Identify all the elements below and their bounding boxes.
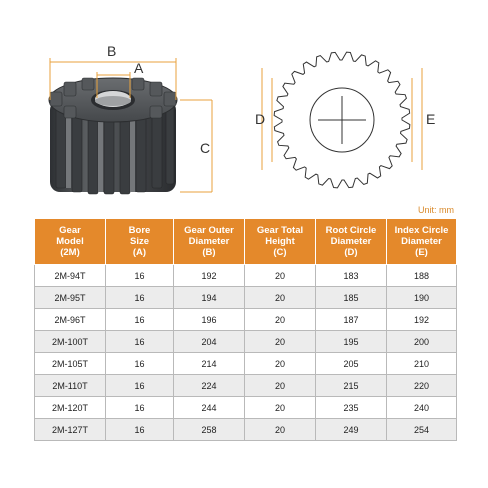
cell-height: 20 <box>245 419 316 441</box>
spec-table <box>34 218 457 441</box>
header-root-circle-diameter: Root Circle Diameter (D) <box>316 219 387 265</box>
cell-root: 249 <box>316 419 387 441</box>
table-row <box>35 287 457 309</box>
cell-model: 2M-96T <box>35 309 106 331</box>
cell-index: 220 <box>387 375 457 397</box>
header-bore-size: Bore Size (A) <box>106 219 174 265</box>
cell-index: 200 <box>387 331 457 353</box>
header-gear-outer-diameter: Gear Outer Diameter (B) <box>174 219 245 265</box>
table-row <box>35 397 457 419</box>
cell-outer: 224 <box>174 375 245 397</box>
cell-height: 20 <box>245 265 316 287</box>
cell-outer: 258 <box>174 419 245 441</box>
cell-bore: 16 <box>106 419 174 441</box>
table-row <box>35 331 457 353</box>
cell-root: 205 <box>316 353 387 375</box>
cell-height: 20 <box>245 353 316 375</box>
cell-height: 20 <box>245 375 316 397</box>
cell-index: 192 <box>387 309 457 331</box>
spec-table-header <box>35 219 457 265</box>
cell-model: 2M-110T <box>35 375 106 397</box>
gear-photo-icon <box>49 78 177 194</box>
cell-outer: 244 <box>174 397 245 419</box>
cell-root: 185 <box>316 287 387 309</box>
table-row <box>35 375 457 397</box>
gear-diagram-svg <box>0 0 488 212</box>
cell-index: 210 <box>387 353 457 375</box>
label-d: D <box>255 111 266 127</box>
cell-model: 2M-94T <box>35 265 106 287</box>
cell-model: 2M-95T <box>35 287 106 309</box>
table-row <box>35 265 457 287</box>
label-b: B <box>107 43 117 59</box>
cell-bore: 16 <box>106 375 174 397</box>
cell-bore: 16 <box>106 287 174 309</box>
table-row <box>35 309 457 331</box>
header-index-circle-diameter: Index Circle Diameter (E) <box>387 219 457 265</box>
cell-model: 2M-100T <box>35 331 106 353</box>
cell-bore: 16 <box>106 353 174 375</box>
cell-bore: 16 <box>106 309 174 331</box>
cell-root: 187 <box>316 309 387 331</box>
cell-outer: 214 <box>174 353 245 375</box>
cell-root: 195 <box>316 331 387 353</box>
cell-height: 20 <box>245 397 316 419</box>
cell-height: 20 <box>245 331 316 353</box>
label-a: A <box>134 60 144 76</box>
table-row <box>35 353 457 375</box>
gear-diagram-area <box>0 0 488 212</box>
cell-model: 2M-120T <box>35 397 106 419</box>
cell-height: 20 <box>245 287 316 309</box>
table-row <box>35 419 457 441</box>
cell-model: 2M-127T <box>35 419 106 441</box>
gear-schematic-icon <box>274 52 410 188</box>
cell-outer: 196 <box>174 309 245 331</box>
cell-bore: 16 <box>106 265 174 287</box>
cell-height: 20 <box>245 309 316 331</box>
header-gear-model: Gear Model (2M) <box>35 219 106 265</box>
cell-bore: 16 <box>106 331 174 353</box>
cell-root: 235 <box>316 397 387 419</box>
label-c: C <box>200 140 211 156</box>
label-e: E <box>426 111 436 127</box>
spec-table-body <box>35 265 457 441</box>
cell-index: 190 <box>387 287 457 309</box>
cell-model: 2M-105T <box>35 353 106 375</box>
cell-bore: 16 <box>106 397 174 419</box>
cell-outer: 204 <box>174 331 245 353</box>
unit-label: Unit: mm <box>418 205 454 215</box>
cell-outer: 194 <box>174 287 245 309</box>
cell-index: 188 <box>387 265 457 287</box>
header-gear-total-height: Gear Total Height (C) <box>245 219 316 265</box>
cell-index: 254 <box>387 419 457 441</box>
cell-outer: 192 <box>174 265 245 287</box>
cell-index: 240 <box>387 397 457 419</box>
cell-root: 183 <box>316 265 387 287</box>
cell-root: 215 <box>316 375 387 397</box>
